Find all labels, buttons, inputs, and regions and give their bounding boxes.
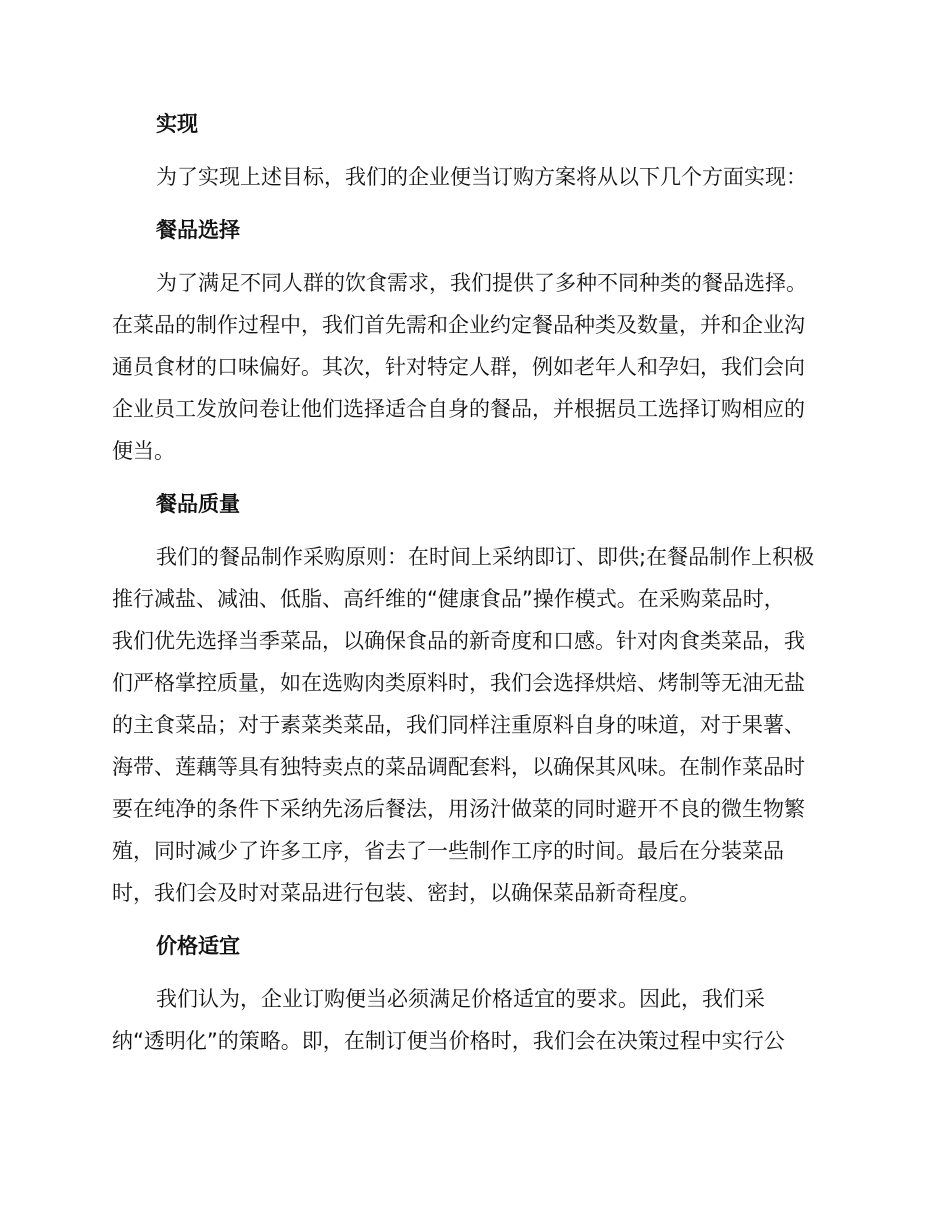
section-heading-meal-selection: 餐品选择 — [156, 218, 240, 242]
paragraph-line: 企业员工发放问卷让他们选择适合自身的餐品，并根据员工选择订购相应的 — [112, 397, 805, 421]
paragraph-line: 的主食菜品；对于素菜类菜品，我们同样注重原料自身的味道，对于果薯、 — [112, 713, 805, 737]
section-heading-reasonable-price: 价格适宜 — [156, 934, 240, 958]
paragraph-line: 海带、莲藕等具有独特卖点的菜品调配套料，以确保其风味。在制作菜品时 — [112, 755, 805, 779]
section-heading-meal-quality: 餐品质量 — [156, 492, 240, 516]
paragraph-meal-selection — [112, 262, 838, 472]
paragraph-line: 我们优先选择当季菜品，以确保食品的新奇度和口感。针对肉食类菜品，我 — [112, 629, 805, 653]
paragraph-line: 们严格掌控质量，如在选购肉类原料时，我们会选择烘焙、烤制等无油无盐 — [112, 671, 805, 695]
paragraph-line: 在菜品的制作过程中，我们首先需和企业约定餐品种类及数量，并和企业沟 — [112, 313, 805, 337]
paragraph-line: 我们的餐品制作采购原则：在时间上采纳即订、即供;在餐品制作上积极 — [156, 545, 815, 569]
document-body — [112, 104, 838, 1074]
paragraph-line: 我们认为，企业订购便当必须满足价格适宜的要求。因此，我们采 — [156, 987, 765, 1011]
paragraph-meal-quality — [112, 536, 838, 914]
paragraph-line: 通员食材的口味偏好。其次，针对特定人群，例如老年人和孕妇，我们会向 — [112, 355, 805, 379]
paragraph-line: 殖，同时减少了许多工序，省去了一些制作工序的时间。最后在分装菜品 — [112, 839, 784, 863]
paragraph-line: 便当。 — [112, 439, 175, 463]
section-heading-implementation: 实现 — [156, 112, 198, 136]
paragraph-line: 为了实现上述目标，我们的企业便当订购方案将从以下几个方面实现： — [156, 165, 807, 189]
paragraph-line: 纳“透明化”的策略。即，在制订便当价格时，我们会在决策过程中实行公 — [112, 1029, 785, 1053]
paragraph-line: 推行减盐、减油、低脂、高纤维的“健康食品”操作模式。在采购菜品时， — [112, 587, 785, 611]
paragraph-implementation — [112, 156, 838, 198]
paragraph-line: 要在纯净的条件下采纳先汤后餐法，用汤汁做菜的同时避开不良的微生物繁 — [112, 797, 805, 821]
paragraph-line: 为了满足不同人群的饮食需求，我们提供了多种不同种类的餐品选择。 — [156, 271, 807, 295]
paragraph-line: 时，我们会及时对菜品进行包装、密封，以确保菜品新奇程度。 — [112, 881, 700, 905]
paragraph-reasonable-price — [112, 978, 838, 1062]
